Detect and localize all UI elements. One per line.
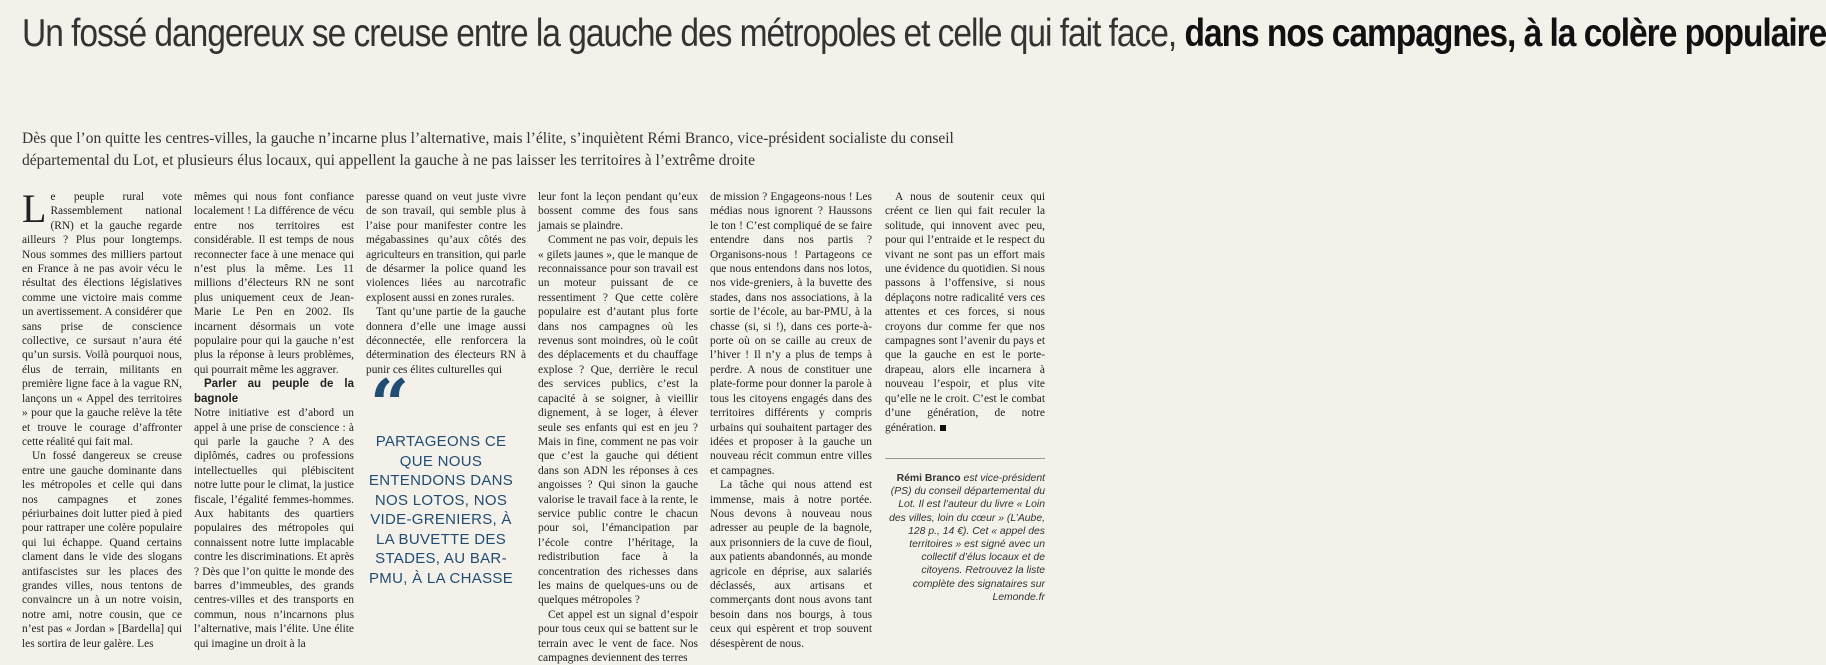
- column-6: [885, 190, 1045, 435]
- headline: [22, 12, 1826, 56]
- headline-light: Un fossé dangereux se creuse entre la gauche des métropoles et celle qui fait face,: [22, 12, 1177, 55]
- paragraph: paresse quand on veut juste vivre de son travail, qui semble plus à l’aise pour manifester contre les mégabassines qu’aux côtés des agriculteurs en transition, qui parle de désarmer la police quand les violences liées au narcotrafic explosent aussi en zones rurales.: [366, 191, 526, 304]
- paragraph: Tant qu’une partie de la gauche donnera d’elle une image aussi déconnectée, elle renforcera la détermination des électeurs RN à punir ces élites culturelles qui: [366, 306, 526, 376]
- subheading: Parler au peuple de la bagnole: [194, 378, 354, 405]
- column-2: [194, 190, 354, 651]
- end-mark-icon: [940, 425, 946, 431]
- paragraph: Un fossé dangereux se creuse entre une gauche dominante dans les métropoles et celle qui dans nos campagnes et zones périurbaines doit lutter pied à pied pour rattraper une colère populaire qui lui échappe. Quand certains clament dans le vide des slogans antifascistes sur les places des grandes villes, nous tentons de convaincre un à un notre voisin, notre ami, notre cousin, que ce n’est pas « Jordan » [Bardella] qui les sortira de leur galère. Les: [22, 450, 182, 650]
- paragraph: [22, 186, 182, 449]
- column-5: [710, 190, 872, 651]
- divider: [885, 458, 1045, 459]
- quote-mark-icon: “: [370, 365, 410, 445]
- column-1: [22, 186, 182, 651]
- paragraph: mêmes qui nous font confiance localement ! La différence de vécu entre nos territoires est considérable. Il est temps de nous reconnecter face à une menace qui n’est plus la même. Les 11 millions d’électeurs RN ne sont plus uniquement ceux de Jean-Marie Le Pen en 2002. Ils incarnent désormais un vote populaire pour qui la gauche n’est plus la réponse à leurs problèmes, qui pourrait même les aggraver.: [194, 191, 354, 376]
- author-name: Rémi Branco: [896, 473, 961, 484]
- author-bio: [885, 472, 1045, 604]
- paragraph-text: e peuple rural vote Rassemblement national (RN) et la gauche regarde ailleurs ? Plus pour longtemps. Nous sommes des milliers partout en France à ne pas avoir vécu le résultat des élections législatives comme une victoire mais comme un avertissement. A considérer que sans prise de conscience collective, ce sursaut n’aura été qu’un sursis. Voilà pourquoi nous, élus de terrain, militants en première ligne face à la vague RN, lançons un « Appel des territoires » pour que la gauche relève la tête et trouve le courage d’affronter cette réalité qui fait mal.: [22, 191, 182, 448]
- paragraph: La tâche qui nous attend est immense, mais à notre portée. Nous devons à nouveau nous adresser au peuple de la bagnole, aux prisonniers de la cuve de fioul, aux patients abandonnés, au monde agricole en déprise, aux salariés déclassés, aux artisans et commerçants dont nous avons tant besoin dans nos bourgs, à tous ceux qui espèrent et trop souvent désespèrent de nous.: [710, 479, 872, 650]
- paragraph: leur font la leçon pendant qu’eux bossent comme des fous sans jamais se plaindre.: [538, 191, 698, 232]
- pull-quote-text: PARTAGEONS CE QUE NOUS ENTENDONS DANS NOS LOTOS, NOS VIDE-GRENIERS, À LA BUVETTE DES STADES, AU BAR-PMU, À LA CHASSE: [368, 433, 514, 587]
- standfirst: Dès que l’on quitte les centres-villes, la gauche n’incarne plus l’alternative, mais l’élite, s’inquiètent Rémi Branco, vice-président socialiste du conseil départemental du Lot, et plusieurs élus locaux, qui appellent la gauche à ne pas laisser les territoires à l’extrême droite: [22, 130, 954, 169]
- column-3: [366, 190, 526, 377]
- pull-quote: [366, 365, 516, 598]
- paragraph: de mission ? Engageons-nous ! Les médias nous ignorent ? Haussons le ton ! C’est compliqué de se faire entendre dans nos partis ? Organisons-nous ! Partageons ce que nous entendons dans nos lotos, nos vide-greniers, à la buvette des stades, dans nos associations, à la sortie de l’école, au bar-PMU, à la chasse (si, si !), dans ces porte-à-porte où on se caille au creux de l’hiver ! Il n’y a plus de temps à perdre. A nous de constituer une plate-forme pour donner la parole à tous les citoyens engagés dans des territoires différents y compris urbains qui souhaitent partager des idées et proposer à la gauche un nouveau récit commun entre villes et campagnes.: [710, 191, 872, 477]
- paragraph: [885, 190, 1045, 435]
- drop-cap: L: [22, 186, 47, 231]
- paragraph-text: A nous de soutenir ceux qui créent ce lien qui fait reculer la solitude, qui innovent avec peu, pour qui l’entraide et le respect du vivant ne sont pas un effort mais une évidence du quotidien. Si nous passons à l’offensive, si nous déplaçons notre radicalité vers ces attentes et ces forces, si nous croyons dur comme fer que nos campagnes sont l’avenir du pays et que la gauche en est le porte-drapeau, alors elle incarnera à nouveau l’espoir, et plus vite qu’elle ne le croit. C’est le combat d’une génération, de notre génération.: [885, 191, 1045, 434]
- paragraph: Comment ne pas voir, depuis les « gilets jaunes », que le manque de reconnaissance pour son travail est un moteur puissant de ce ressentiment ? Que cette colère populaire est d’autant plus forte dans nos campagnes où les revenus sont moindres, où le coût des déplacements et du chauffage explose ? Que, derrière le recul des services publics, c’est la capacité à se soigner, à vieillir dignement, à se loger, à élever seule ses enfants qui est en jeu ? Mais in fine, comment ne pas voir que c’est la gauche qui détient dans son ADN les réponses à ces angoisses ? Qui sinon la gauche valorise le travail face à la rente, le service public contre le chacun pour soi, l’émancipation par l’école contre l’héritage, la redistribution face à la concentration des richesses dans les mains de quelques-uns ou de quelques métropoles ?: [538, 234, 698, 607]
- paragraph: Notre initiative est d’abord un appel à une prise de conscience : à qui parle la gauche ? A des diplômés, cadres ou professions intellectuelles qui plébiscitent notre lutte pour le climat, la justice fiscale, l’égalité femmes-hommes. Aux habitants des quartiers populaires des métropoles qui connaissent notre lutte implacable contre les discriminations. Et après ? Dès que l’on quitte le monde des barres d’immeubles, des grands centres-villes et des transports en commun, nous n’incarnons plus l’alternative, mais l’élite. Une élite qui imagine un droit à la: [194, 407, 354, 650]
- author-bio-text: est vice-président (PS) du conseil départemental du Lot. Il est l’auteur du livre « Loin des villes, loin du cœur » (L’Aube, 128 p., 14 €). Cet « appel des territoires » est signé avec un collectif d’élus locaux et de citoyens. Retrouvez la liste complète des signataires sur Lemonde.fr: [889, 473, 1045, 603]
- paragraph: Cet appel est un signal d’espoir pour tous ceux qui se battent sur le terrain avec le vent de face. Nos campagnes deviennent des terres: [538, 608, 698, 664]
- column-4: [538, 190, 698, 665]
- headline-bold: dans nos campagnes, à la colère populaire: [1184, 12, 1826, 55]
